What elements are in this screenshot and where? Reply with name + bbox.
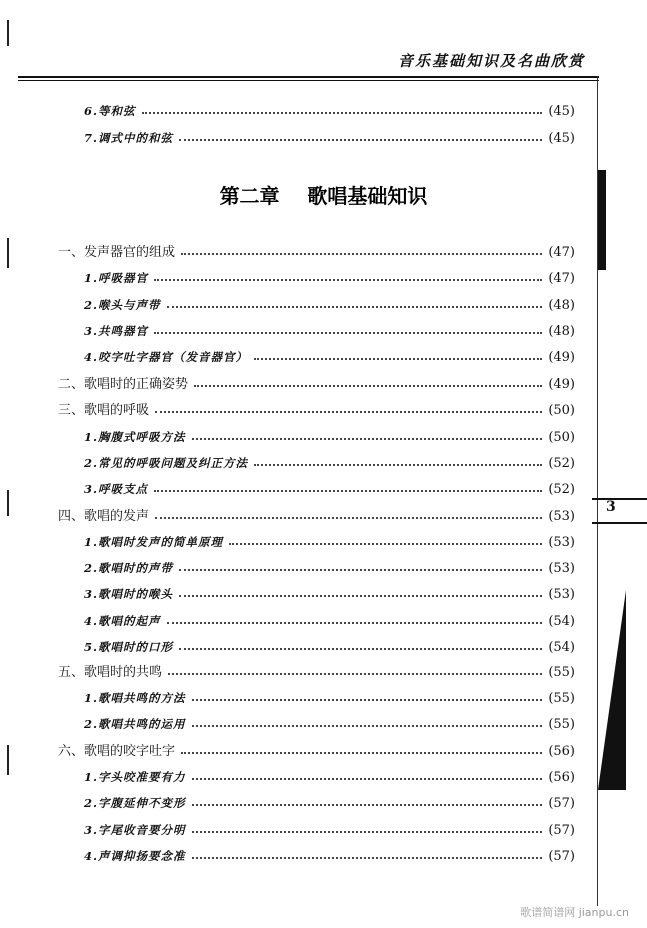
toc-entry-title: 2.常见的呼吸问题及纠正方法 xyxy=(84,456,249,470)
toc-entry xyxy=(58,398,575,418)
toc-leader-dots xyxy=(154,332,542,334)
toc-leader-dots xyxy=(192,804,543,806)
toc-leader-dots xyxy=(192,857,543,859)
toc-entry xyxy=(84,451,575,471)
toc-entry-title: 3.呼吸支点 xyxy=(84,482,149,496)
toc-entry-page: (45) xyxy=(548,131,575,146)
toc-entry-title: 1.胸腹式呼吸方法 xyxy=(84,430,186,444)
toc-entry-page: (49) xyxy=(548,350,575,365)
thumb-tab-number: 3 xyxy=(606,499,616,515)
toc-entry xyxy=(84,266,575,286)
toc-entry-title: 2.歌唱时的声带 xyxy=(84,561,174,575)
thumb-tab-wedge xyxy=(598,590,626,790)
toc-entry-page: (57) xyxy=(548,823,575,838)
thumb-tab xyxy=(592,498,647,524)
toc-entry xyxy=(84,765,575,785)
toc-entry-page: (55) xyxy=(548,717,575,732)
toc-entry xyxy=(84,686,575,706)
toc-entry-title: 六、歌唱的咬字吐字 xyxy=(58,744,176,759)
toc-entry-page: (54) xyxy=(548,640,575,655)
toc-leader-dots xyxy=(194,385,542,387)
toc-entry-page: (53) xyxy=(548,587,575,602)
toc-leader-dots xyxy=(154,490,542,492)
toc-entry-title: 1.字头咬准要有力 xyxy=(84,770,186,784)
toc-entry xyxy=(84,99,575,119)
toc-leader-dots xyxy=(142,112,543,114)
toc-entry-page: (53) xyxy=(548,509,575,524)
toc-leader-dots xyxy=(254,464,542,466)
toc-entry xyxy=(84,126,575,146)
toc-leader-dots xyxy=(192,438,543,440)
toc-leader-dots xyxy=(179,139,542,141)
toc-entry-page: (52) xyxy=(548,482,575,497)
toc-entry-title: 1.呼吸器官 xyxy=(84,271,149,285)
toc-entry xyxy=(84,319,575,339)
toc-leader-dots xyxy=(168,673,542,675)
toc-entry-page: (49) xyxy=(548,377,575,392)
toc-entry-page: (53) xyxy=(548,561,575,576)
toc-entry-title: 3.共鸣器官 xyxy=(84,324,149,338)
toc-entry xyxy=(58,372,575,392)
toc-entry xyxy=(58,240,575,260)
toc-entry-title: 2.喉头与声带 xyxy=(84,298,161,312)
toc-entry-title: 3.歌唱时的喉头 xyxy=(84,587,174,601)
toc-entry-title: 4.歌唱的起声 xyxy=(84,614,161,628)
toc-entry xyxy=(84,635,575,655)
toc-entry-title: 1.歌唱共鸣的方法 xyxy=(84,691,186,705)
toc-entry-page: (50) xyxy=(548,403,575,418)
toc-entry-title: 二、歌唱时的正确姿势 xyxy=(58,377,189,392)
toc-entry xyxy=(84,791,575,811)
toc-entry-title: 四、歌唱的发声 xyxy=(58,509,150,524)
toc-entry-title: 2.字腹延伸不变形 xyxy=(84,796,186,810)
toc-entry-page: (57) xyxy=(548,796,575,811)
toc-entry-page: (56) xyxy=(548,744,575,759)
chapter-title: 第二章 歌唱基础知识 xyxy=(219,184,428,208)
binding-mark xyxy=(7,745,9,775)
toc-entry xyxy=(84,844,575,864)
toc-entry xyxy=(58,739,575,759)
toc-entry-page: (48) xyxy=(548,298,575,313)
toc-entry-title: 1.歌唱时发声的简单原理 xyxy=(84,535,224,549)
toc-leader-dots xyxy=(167,622,543,624)
toc-entry-page: (47) xyxy=(548,245,575,260)
toc-leader-dots xyxy=(167,306,543,308)
watermark: 歌谱简谱网 jianpu.cn xyxy=(520,906,629,919)
toc-leader-dots xyxy=(192,699,543,701)
toc-entry xyxy=(84,293,575,313)
toc-entry-page: (48) xyxy=(548,324,575,339)
toc-entry xyxy=(84,556,575,576)
toc-entry-title: 6.等和弦 xyxy=(84,104,136,118)
toc-leader-dots xyxy=(155,411,542,413)
toc-leader-dots xyxy=(181,752,542,754)
toc-entry xyxy=(58,504,575,524)
toc-entry-page: (55) xyxy=(548,691,575,706)
toc-entry-title: 4.声调抑扬要念准 xyxy=(84,849,186,863)
toc-entry xyxy=(84,582,575,602)
toc-entry xyxy=(84,712,575,732)
binding-mark xyxy=(7,238,9,268)
toc-entry-title: 4.咬字吐字器官（发音器官） xyxy=(84,350,249,364)
toc-leader-dots xyxy=(192,725,543,727)
toc-entry-page: (50) xyxy=(548,430,575,445)
binding-mark xyxy=(7,20,9,46)
running-header: 音乐基础知识及名曲欣赏 xyxy=(397,52,585,70)
toc-leader-dots xyxy=(154,279,542,281)
toc-leader-dots xyxy=(181,253,542,255)
toc-entry xyxy=(84,425,575,445)
toc-leader-dots xyxy=(192,831,543,833)
toc-leader-dots xyxy=(254,358,542,360)
toc-entry xyxy=(58,660,575,680)
toc-entry xyxy=(84,818,575,838)
toc-entry-title: 3.字尾收音要分明 xyxy=(84,823,186,837)
toc-leader-dots xyxy=(179,569,542,571)
binding-mark xyxy=(7,490,9,516)
toc-leader-dots xyxy=(229,543,542,545)
toc-leader-dots xyxy=(179,595,542,597)
toc-entry-title: 三、歌唱的呼吸 xyxy=(58,403,150,418)
toc-entry-page: (56) xyxy=(548,770,575,785)
toc-entry-page: (47) xyxy=(548,271,575,286)
toc-entry-title: 五、歌唱时的共鸣 xyxy=(58,665,163,680)
toc-entry xyxy=(84,477,575,497)
toc-entry-title: 5.歌唱时的口形 xyxy=(84,640,174,654)
toc-entry-title: 一、发声器官的组成 xyxy=(58,245,176,260)
toc-leader-dots xyxy=(179,648,542,650)
toc-entry-page: (55) xyxy=(548,665,575,680)
toc-entry-page: (54) xyxy=(548,614,575,629)
toc-entry-page: (52) xyxy=(548,456,575,471)
toc-leader-dots xyxy=(155,517,542,519)
toc-entry xyxy=(84,530,575,550)
toc-entry-title: 2.歌唱共鸣的运用 xyxy=(84,717,186,731)
toc-entry-page: (53) xyxy=(548,535,575,550)
toc-entry-title: 7.调式中的和弦 xyxy=(84,131,174,145)
toc-entry xyxy=(84,345,575,365)
toc-entry xyxy=(84,609,575,629)
toc-leader-dots xyxy=(192,778,543,780)
header-rule xyxy=(18,80,599,81)
toc-entry-page: (57) xyxy=(548,849,575,864)
toc-entry-page: (45) xyxy=(548,104,575,119)
header-rule xyxy=(18,76,599,78)
